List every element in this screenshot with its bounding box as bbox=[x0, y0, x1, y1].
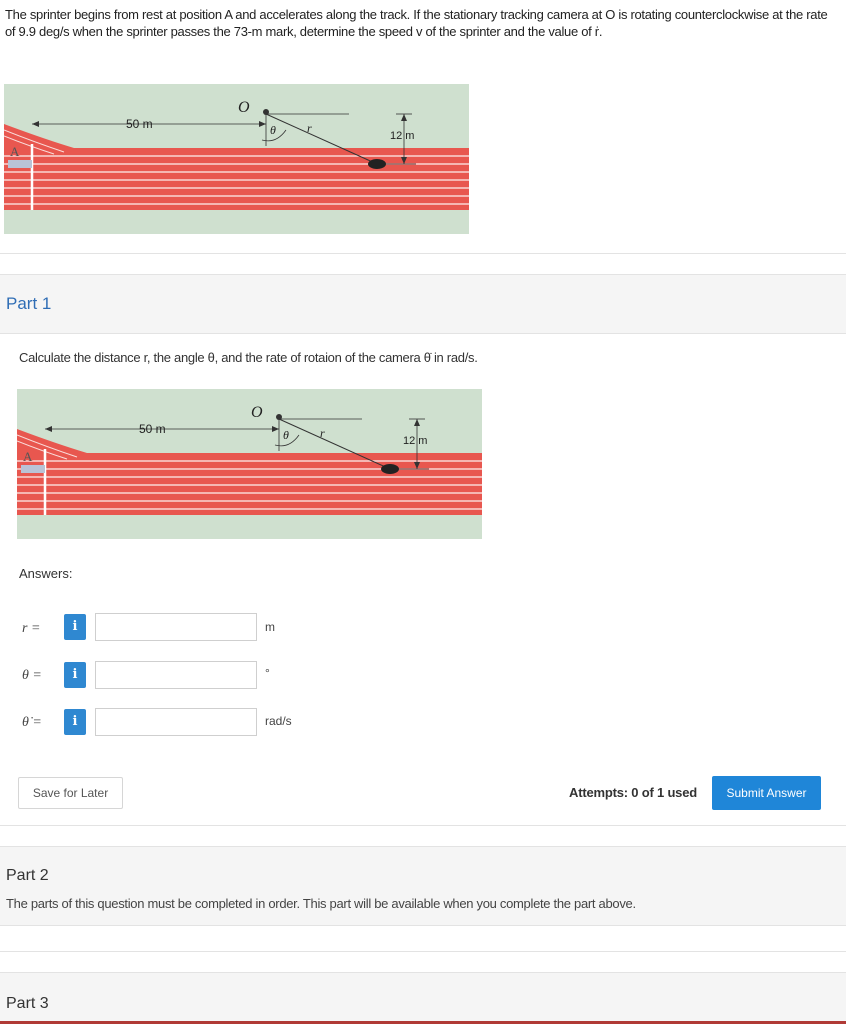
part1-title[interactable]: Part 1 bbox=[6, 294, 52, 313]
problem-statement: The sprinter begins from rest at position A and accelerates along the track. If the stationary tracking camera at O is rotating counterclockwise at the rate of 9.9 deg/s when the sprinter passes the 73-m mark, determine the speed v of the sprinter and the value of ṙ. bbox=[5, 7, 828, 39]
theta-label: θ bbox=[283, 428, 289, 442]
unit-theta-dot: rad/s bbox=[265, 714, 292, 728]
start-label: A bbox=[10, 144, 20, 159]
start-label: A bbox=[23, 449, 33, 464]
divider bbox=[0, 825, 846, 826]
answer-symbol-theta: θ = bbox=[22, 668, 42, 683]
answers-label: Answers: bbox=[19, 566, 73, 581]
part1-header bbox=[0, 274, 846, 334]
part2-section bbox=[0, 846, 846, 926]
origin-label: O bbox=[251, 404, 263, 421]
info-icon[interactable]: i bbox=[64, 614, 86, 640]
distance-label: 50 m bbox=[126, 117, 153, 131]
track-figure-part1 bbox=[17, 389, 482, 539]
save-for-later-button[interactable]: Save for Later bbox=[18, 777, 123, 809]
divider bbox=[0, 951, 846, 952]
unit-r: m bbox=[265, 620, 275, 634]
distance-label: 50 m bbox=[139, 422, 166, 436]
part1-instruction: Calculate the distance r, the angle θ, and the rate of rotaion of the camera θ̇ in rad/s. bbox=[19, 350, 478, 365]
offset-label: 12 m bbox=[403, 435, 428, 447]
info-icon[interactable]: i bbox=[64, 709, 86, 735]
answer-symbol-r: r = bbox=[22, 621, 41, 636]
r-input[interactable] bbox=[95, 613, 257, 641]
answer-symbol-theta-dot: θ̇ = bbox=[22, 715, 42, 730]
part3-section bbox=[0, 972, 846, 1021]
offset-label: 12 m bbox=[390, 130, 415, 142]
r-label: r bbox=[320, 426, 325, 440]
submit-answer-button[interactable]: Submit Answer bbox=[712, 776, 821, 810]
divider bbox=[0, 253, 846, 254]
part2-locked-message: The parts of this question must be completed in order. This part will be available when you complete the part above. bbox=[6, 896, 636, 911]
origin-label: O bbox=[238, 99, 250, 116]
r-label: r bbox=[307, 121, 312, 135]
theta-dot-input[interactable] bbox=[95, 708, 257, 736]
unit-theta: ° bbox=[265, 666, 270, 680]
theta-input[interactable] bbox=[95, 661, 257, 689]
part3-title: Part 3 bbox=[6, 995, 49, 1012]
part2-title: Part 2 bbox=[6, 867, 49, 884]
theta-label: θ bbox=[270, 123, 276, 137]
track-figure-top bbox=[4, 84, 469, 234]
info-icon[interactable]: i bbox=[64, 662, 86, 688]
attempts-counter: Attempts: 0 of 1 used bbox=[569, 785, 697, 800]
